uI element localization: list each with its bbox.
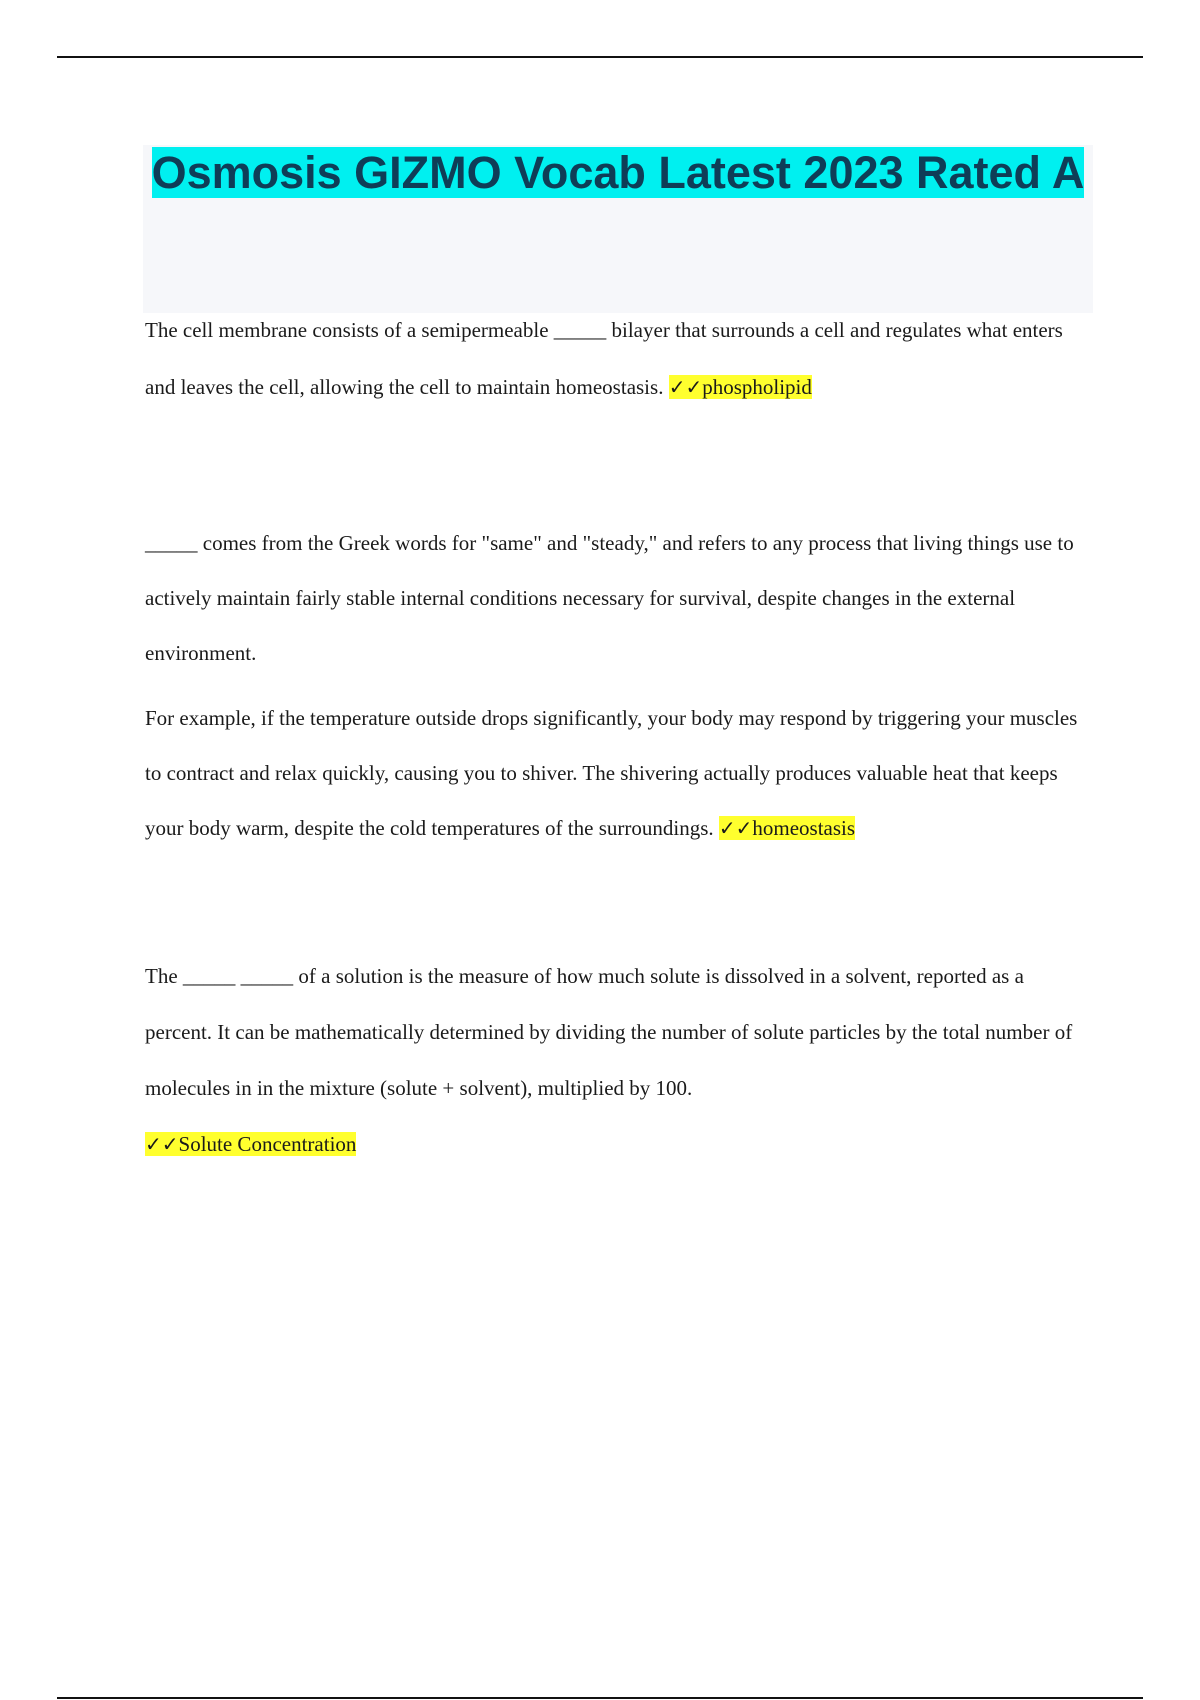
spacer [145, 681, 1095, 691]
question-2-part-1-text: _____ comes from the Greek words for "same" and "steady," and refers to any process that living things use to actively maintain fairly stable internal conditions necessary for survival, despite changes in the external environment. [145, 531, 1074, 665]
footer-rule [57, 1697, 1143, 1699]
question-2-part-2 [145, 691, 1095, 856]
answer-2-text: homeostasis [752, 816, 856, 840]
document-body [145, 302, 1095, 1172]
answer-1-highlight [669, 375, 812, 399]
question-2-part-2-text: For example, if the temperature outside drops significantly, your body may respond by triggering your muscles to contract and relax quickly, causing you to shiver. The shivering actually produces valuable heat that keeps your body warm, despite the cold temperatures of the surroundings. [145, 706, 1078, 840]
question-3-text: The _____ _____ of a solution is the measure of how much solute is dissolved in a solvent, reported as a percent. It can be mathematically determined by dividing the number of solute particles by the total number of molecules in in the mixture (solute + solvent), multiplied by 100. [145, 964, 1073, 1100]
spacer [145, 416, 1095, 516]
question-1-text: The cell membrane consists of a semipermeable _____ bilayer that surrounds a cell and regulates what enters and leaves the cell, allowing the cell to maintain homeostasis. [145, 318, 1063, 399]
checkmark-icon: ✓✓ [718, 816, 753, 840]
spacer [145, 856, 1095, 948]
title-box [143, 145, 1093, 313]
checkmark-icon: ✓✓ [668, 375, 703, 399]
document-title-text: Osmosis GIZMO Vocab Latest 2023 Rated A [151, 147, 1085, 198]
answer-1-text: phospholipid [702, 375, 812, 399]
answer-3-highlight [145, 1132, 356, 1156]
answer-3-text: Solute Concentration [178, 1132, 357, 1156]
question-3 [145, 948, 1095, 1172]
question-1 [145, 302, 1095, 416]
document-title [143, 145, 1093, 200]
checkmark-icon: ✓✓ [145, 1132, 179, 1156]
header-rule [57, 56, 1143, 58]
answer-2-highlight [719, 816, 855, 840]
question-2-part-1 [145, 516, 1095, 681]
